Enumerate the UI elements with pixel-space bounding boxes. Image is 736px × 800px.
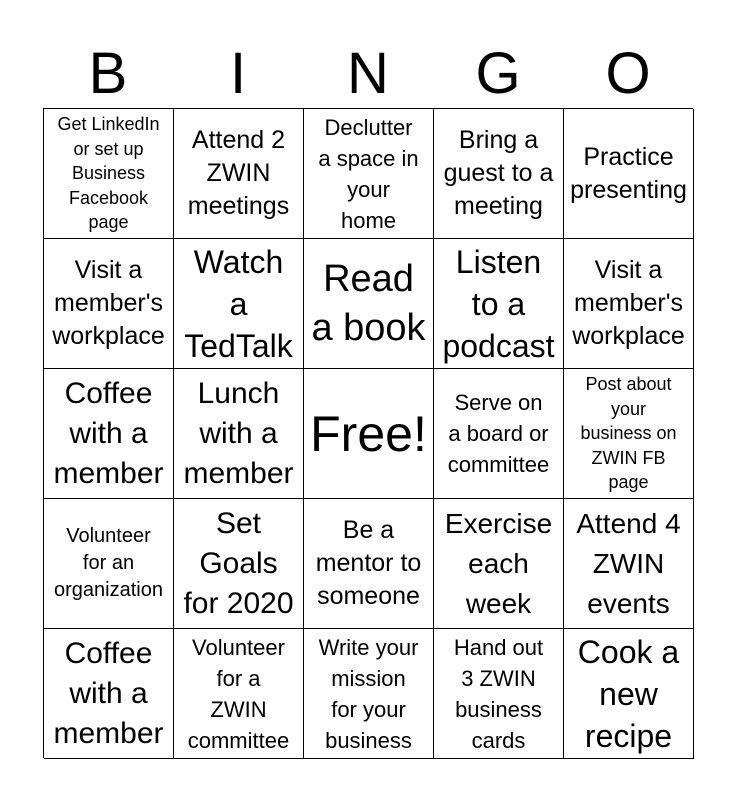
cell-text: Volunteer for a ZWIN committee [187, 634, 290, 753]
bingo-cell-r5-c5[interactable] [564, 629, 694, 759]
cell-text: Exercise each week [444, 507, 553, 619]
cell-text: Write your mission for your business [318, 634, 419, 753]
bingo-cell-r2-c1[interactable] [44, 239, 174, 369]
cell-text: Get LinkedIn or set up Business Facebook page [57, 114, 160, 233]
header-letter-g: G [475, 41, 521, 106]
cell-text: Watch a TedTalk [184, 243, 293, 364]
bingo-cell-r2-c2[interactable] [174, 239, 304, 369]
bingo-cell-r1-c3[interactable] [304, 109, 434, 239]
bingo-cell-r1-c5[interactable] [564, 109, 694, 239]
cell-text: Listen to a podcast [442, 243, 555, 364]
cell-text: Set Goals for 2020 [183, 506, 294, 620]
header-letter-n: N [347, 41, 389, 106]
cell-text: Post about your business on ZWIN FB page [580, 374, 677, 493]
bingo-cell-r3-c2[interactable] [174, 369, 304, 499]
cell-text: Coffee with a member [53, 636, 164, 750]
cell-text: Coffee with a member [53, 376, 164, 490]
cell-text: Visit a member's workplace [572, 256, 685, 350]
bingo-cell-r1-c1[interactable] [44, 109, 174, 239]
cell-text: Lunch with a member [183, 376, 294, 490]
bingo-cell-free[interactable] [304, 369, 434, 499]
bingo-cell-r5-c1[interactable] [44, 629, 174, 759]
cell-text: Serve on a board or committee [447, 390, 550, 477]
bingo-cell-r4-c2[interactable] [174, 499, 304, 629]
header-letter-o: O [605, 41, 651, 106]
bingo-cell-r4-c5[interactable] [564, 499, 694, 629]
bingo-cell-r2-c4[interactable] [434, 239, 564, 369]
bingo-board [43, 108, 693, 758]
bingo-cell-r5-c4[interactable] [434, 629, 564, 759]
header-letter-b: B [88, 41, 128, 106]
bingo-cell-r2-c5[interactable] [564, 239, 694, 369]
header-letter-i: I [229, 41, 247, 106]
bingo-cell-r3-c1[interactable] [44, 369, 174, 499]
bingo-cell-r5-c3[interactable] [304, 629, 434, 759]
cell-text: Visit a member's workplace [52, 256, 165, 350]
bingo-cell-r4-c1[interactable] [44, 499, 174, 629]
cell-text: Bring a guest to a meeting [443, 126, 554, 220]
bingo-cell-r1-c2[interactable] [174, 109, 304, 239]
bingo-cell-r1-c4[interactable] [434, 109, 564, 239]
bingo-cell-r4-c4[interactable] [434, 499, 564, 629]
cell-text: Declutter a space in your home [318, 114, 419, 233]
bingo-cell-r3-c4[interactable] [434, 369, 564, 499]
cell-text: Attend 2 ZWIN meetings [187, 126, 290, 220]
cell-text: Practice presenting [570, 142, 687, 204]
bingo-cell-r2-c3[interactable] [304, 239, 434, 369]
cell-text: Volunteer for an organization [54, 525, 163, 601]
bingo-header [43, 40, 693, 108]
bingo-cell-r3-c5[interactable] [564, 369, 694, 499]
cell-text: Be a mentor to someone [315, 516, 422, 610]
cell-text: Attend 4 ZWIN events [576, 507, 681, 619]
bingo-cell-r5-c2[interactable] [174, 629, 304, 759]
cell-text: Cook a new recipe [577, 633, 680, 754]
bingo-cell-r4-c3[interactable] [304, 499, 434, 629]
cell-text: Read a book [311, 257, 426, 349]
free-space-text: Free! [310, 405, 427, 462]
cell-text: Hand out 3 ZWIN business cards [453, 634, 544, 753]
